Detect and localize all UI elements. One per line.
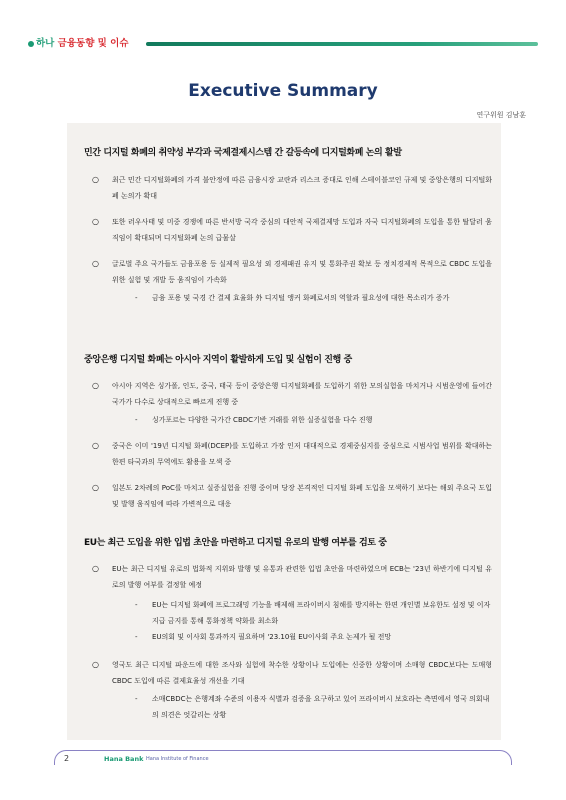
section-heading: 중앙은행 디지털 화폐는 아시아 지역이 활발하게 도입 및 실험이 진행 중 <box>84 355 352 365</box>
item-text: EU는 최근 디지털 유로의 법화적 지위와 발행 및 유통과 관련한 입법 초안을 마련하였으며 ECB는 '23년 하반기에 디지털 유로의 발행 여부를 결정할 예정 <box>112 565 492 589</box>
header-dot-icon <box>28 41 34 47</box>
list-item <box>92 214 492 246</box>
sub-item <box>135 691 492 723</box>
circle-bullet-icon: ○ <box>92 564 99 573</box>
list-item <box>92 172 492 204</box>
header-bar <box>146 42 538 46</box>
item-text: 글로벌 주요 국가들도 금융포용 등 실제적 필요성 외 경제패권 유지 및 통화주권 확보 등 정치경제적 목적으로 CBDC 도입을 위한 실험 및 개발 등 움직임이 가속화 <box>112 260 492 284</box>
circle-bullet-icon: ○ <box>92 175 99 184</box>
header-brand: 하나 <box>36 38 58 49</box>
circle-bullet-icon: ○ <box>92 441 99 450</box>
page-header <box>28 37 538 51</box>
section-heading: EU는 최근 도입을 위한 입법 초안을 마련하고 디지털 유로의 발행 여부를 검토 중 <box>84 538 387 548</box>
item-text: 또한 러우사태 및 미중 경쟁에 따른 반서방 국각 중심의 대안적 국제결제망 도입과 자국 디지털화폐의 도입을 통한 탈달러 움직임이 확대되며 디지털화폐 논의 급물살 <box>112 218 492 242</box>
item-text: 아시아 지역은 싱가폴, 인도, 중국, 태국 등이 중앙은행 디지털화폐를 도입하기 위한 모의실험을 마치거나 시범운영에 들어간 국가가 다수로 상대적으로 빠르게 진행 중 <box>112 382 492 406</box>
sub-item <box>135 629 492 645</box>
list-item <box>92 561 492 593</box>
list-item <box>92 378 492 410</box>
page-title: Executive Summary <box>188 81 378 101</box>
circle-bullet-icon: ○ <box>92 259 99 268</box>
circle-bullet-icon: ○ <box>92 483 99 492</box>
item-text: 최근 민간 디지털화폐의 가격 불안정에 따른 금융시장 교란과 리스크 증대로 인해 스테이블코인 규제 및 중앙은행의 디지털화폐 논의가 확대 <box>112 176 492 200</box>
header-title <box>36 37 129 51</box>
sub-item <box>135 290 492 306</box>
author: 연구위원 김남훈 <box>476 111 526 119</box>
sub-item-text: EU는 디지털 화폐에 프로그래밍 기능을 배제해 프라이버시 침해를 방지하는 한편 개인별 보유한도 설정 및 이자지급 금지를 통해 통화정책 약화를 최소화 <box>152 601 491 625</box>
dash-bullet: - <box>135 601 138 609</box>
item-text: 일본도 2차례의 PoC를 마치고 실증실험을 진행 중이며 당장 본격적인 디지털 화폐 도입을 모색하기 보다는 해외 주요국 도입 및 발행 움직임에 따라 가변적으로 대응 <box>112 484 492 508</box>
item-text: 영국도 최근 디지털 파운드에 대한 조사와 실험에 착수한 상황이나 도입에는 신중한 상황이며 소매형 CBDC보다는 도매형 CBDC 도입에 따른 결제효율성 개선을 기대 <box>112 661 492 685</box>
dash-bullet: - <box>135 633 138 641</box>
dash-bullet: - <box>135 416 138 424</box>
page-footer <box>54 750 512 764</box>
header-label: 금융동향 및 이슈 <box>57 38 129 49</box>
item-text: 중국은 이미 '19년 디지털 화폐(DCEP)를 도입하고 가장 인저 대대적으로 경제중심지를 중심으로 시범사업 범위를 확대하는 한편 타국과의 무역에도 활용을 모색 중 <box>112 442 492 466</box>
sub-item-text: EU의회 및 이사회 통과까지 필요하며 '23.10월 EU이사회 주요 논제가 될 전망 <box>152 633 392 641</box>
sub-item <box>135 597 492 629</box>
footer-institute: Hana Institute of Finance <box>146 756 209 762</box>
list-item <box>92 480 492 512</box>
sub-item-text: 싱가포르는 다양한 국가간 CBDC기반 거래를 위한 실증실험을 다수 진행 <box>152 416 373 424</box>
circle-bullet-icon: ○ <box>92 381 99 390</box>
list-item <box>92 438 492 470</box>
dash-bullet: - <box>135 294 138 302</box>
sub-item <box>135 412 492 428</box>
circle-bullet-icon: ○ <box>92 217 99 226</box>
page-number: 2 <box>64 754 70 763</box>
footer-brand: Hana Bank <box>104 755 144 763</box>
sub-item-text: 소매CBDC는 은행계좌 수준의 이용자 식별과 검증을 요구하고 있어 프라이버시 보호라는 측면에서 영국 의회내의 의견은 엇갈리는 상황 <box>152 695 490 719</box>
dash-bullet: - <box>135 695 138 703</box>
section-heading: 민간 디지털 화폐의 취약성 부각과 국제결제시스템 간 갈등속에 디지털화폐 논의 활발 <box>84 148 402 158</box>
circle-bullet-icon: ○ <box>92 660 99 669</box>
list-item <box>92 657 492 689</box>
sub-item-text: 금융 포용 및 국경 간 결제 효율화 外 디지털 앵커 화폐로서의 역할과 필요성에 대한 목소리가 증가 <box>152 294 450 302</box>
list-item <box>92 256 492 288</box>
